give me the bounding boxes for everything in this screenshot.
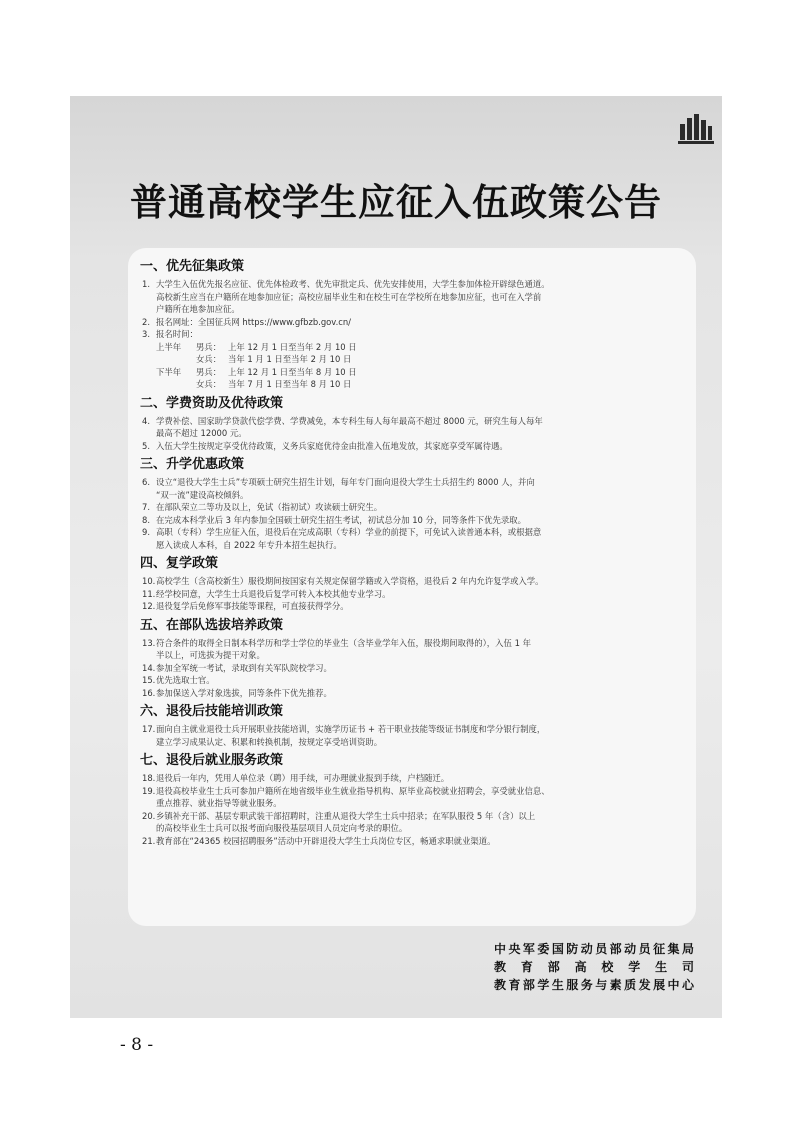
item-text-line: 报名网址：全国征兵网 https://www.gfbzb.gov.cn/ (156, 316, 351, 327)
policy-item (140, 415, 688, 440)
policy-item (140, 772, 688, 785)
policy-section (140, 703, 688, 748)
item-text-line: 退役高校毕业生士兵可参加户籍所在地省级毕业生就业指导机构、原毕业高校就业招聘会，享受就业信息、 (156, 785, 550, 796)
policy-item (140, 526, 688, 551)
policy-section (140, 617, 688, 700)
item-text-line: 教育部在“24365 校园招聘服务”活动中开辟退役大学生士兵岗位专区，畅通求职就业渠道。 (156, 835, 496, 846)
section-heading: 三、升学优惠政策 (140, 457, 245, 472)
policy-section (140, 752, 688, 847)
item-text-line: 建立学习成果认定、积累和转换机制，按规定享受培训资助。 (156, 736, 383, 747)
item-text-line: 重点推荐、就业指导等就业服务。 (156, 798, 282, 808)
item-text-line: 报名时间： (156, 329, 198, 339)
policy-poster (70, 96, 722, 1018)
registration-gender: 女兵： (196, 354, 222, 364)
item-number: 19. (142, 785, 156, 796)
item-text-line: 在部队荣立二等功及以上，免试（指初试）攻读硕士研究生。 (156, 502, 383, 512)
policy-item (140, 600, 688, 613)
item-text-line: 优先选取士官。 (156, 675, 215, 685)
item-number: 5. (142, 440, 150, 451)
policy-item (140, 662, 688, 675)
item-text-line: 半以上，可选拔为提干对象。 (156, 650, 265, 660)
policy-item (140, 328, 688, 341)
policy-item (140, 588, 688, 601)
policy-item (140, 687, 688, 700)
policy-item (140, 785, 688, 810)
registration-period-row (140, 366, 688, 379)
page-number: - 8 - (120, 1035, 154, 1055)
registration-gender: 女兵： (196, 379, 222, 389)
item-number: 14. (142, 662, 156, 673)
item-text-line: 入伍大学生按规定享受优待政策，义务兵家庭优待金由批准入伍地发放，其家庭享受军属待遇。 (156, 440, 508, 451)
poster-title: 普通高校学生应征入伍政策公告 (130, 181, 662, 224)
item-text-line: 设立“退役大学生士兵”专项硕士研究生招生计划，每年专门面向退役大学生士兵招生约 8000 人，并向 (156, 477, 535, 487)
issuer-name: 中央军委国防动员部动员征集局 (494, 942, 694, 956)
item-text-line: 面向自主就业退役士兵开展职业技能培训，实施学历证书 + 若干职业技能等级证书制度和学分银行制度， (156, 724, 546, 734)
policy-panel (128, 248, 696, 926)
policy-item (140, 316, 688, 329)
item-text-line: 高校学生（含高校新生）服役期间按国家有关规定保留学籍或入学资格，退役后 2 年内允许复学或入学。 (156, 576, 544, 586)
item-number: 13. (142, 637, 156, 648)
policy-section (140, 555, 688, 613)
item-text-line: 符合条件的取得全日制本科学历和学士学位的毕业生（含毕业学年入伍，服役期间取得的），入伍 1 年 (156, 637, 531, 648)
item-number: 16. (142, 687, 156, 698)
item-text-line: 最高不超过 12000 元。 (156, 428, 247, 438)
item-text-line: 退役后一年内，凭用人单位录（聘）用手续，可办理就业报到手续，户档随迁。 (156, 773, 450, 783)
registration-half: 下半年 (156, 366, 182, 377)
registration-range: 上年 12 月 1 日至当年 8 月 10 日 (228, 366, 357, 377)
item-text-line: 乡镇补充干部、基层专职武装干部招聘时，注重从退役大学生士兵中招录；在军队服役 5 年（含）以上 (156, 810, 536, 821)
registration-half: 上半年 (156, 341, 182, 352)
item-number: 4. (142, 415, 150, 426)
policy-item (140, 810, 688, 835)
policy-item (140, 835, 688, 848)
policy-sections (140, 258, 688, 851)
policy-item (140, 637, 688, 662)
section-heading: 二、学费资助及优待政策 (140, 395, 284, 411)
issuing-organizations (494, 940, 694, 994)
section-heading: 四、复学政策 (140, 556, 219, 571)
item-number: 1. (142, 279, 150, 289)
policy-item (140, 674, 688, 687)
policy-section (140, 395, 688, 453)
policy-item (140, 476, 688, 501)
policy-item (140, 575, 688, 588)
item-number: 9. (142, 527, 150, 537)
registration-range: 上年 12 月 1 日至当年 2 月 10 日 (228, 341, 357, 352)
registration-period-row (140, 341, 688, 354)
item-text-line: 退役复学后免修军事技能等课程，可直接获得学分。 (156, 601, 349, 611)
item-text-line: 大学生入伍优先报名应征、优先体检政考、优先审批定兵、优先安排使用，大学生参加体检开辟绿色通道。 (156, 279, 550, 289)
issuer-name: 教育部学生服务与素质发展中心 (494, 978, 694, 992)
item-number: 15. (142, 675, 156, 685)
policy-item (140, 278, 688, 316)
section-heading: 一、优先征集政策 (140, 259, 245, 274)
registration-range: 当年 7 月 1 日至当年 8 月 10 日 (228, 379, 352, 389)
issuer-name: 教育部高校学生司 (494, 960, 694, 974)
section-heading: 七、退役后就业服务政策 (140, 753, 284, 768)
item-text-line: 参加全军统一考试，录取到有关军队院校学习。 (156, 662, 332, 673)
item-number: 8. (142, 514, 150, 525)
item-number: 7. (142, 502, 150, 512)
item-text-line: 愿入读成人本科，自 2022 年专升本招生起执行。 (156, 539, 342, 550)
item-number: 20. (142, 810, 156, 821)
item-number: 10. (142, 576, 156, 586)
item-number: 17. (142, 724, 156, 734)
item-number: 11. (142, 588, 156, 599)
policy-item (140, 514, 688, 527)
policy-section (140, 258, 688, 391)
item-number: 2. (142, 316, 150, 327)
policy-item (140, 440, 688, 453)
section-heading: 五、在部队选拔培养政策 (140, 617, 284, 633)
item-number: 21. (142, 835, 156, 846)
policy-item (140, 723, 688, 748)
item-text-line: 户籍所在地参加应征。 (156, 304, 240, 314)
item-text-line: 参加保送入学对象选拔，同等条件下优先推荐。 (156, 687, 332, 698)
policy-item (140, 501, 688, 514)
item-text-line: 的高校毕业生士兵可以报考面向服役基层项目人员定向考录的职位。 (156, 823, 408, 833)
item-text-line: 高职（专科）学生应征入伍，退役后在完成高职（专科）学业的前提下，可免试入读普通本科，或根据意 (156, 527, 542, 537)
registration-period-row (140, 378, 688, 391)
section-heading: 六、退役后技能培训政策 (140, 704, 284, 719)
item-number: 3. (142, 329, 150, 339)
registration-gender: 男兵： (196, 341, 222, 352)
registration-gender: 男兵： (196, 366, 222, 377)
policy-section (140, 456, 688, 551)
item-text-line: “双一流”建设高校倾斜。 (156, 489, 249, 500)
item-text-line: 经学校同意，大学生士兵退役后复学可转入本校其他专业学习。 (156, 588, 391, 599)
registration-period-row (140, 353, 688, 366)
item-text-line: 高校新生应当在户籍所在地参加应征；高校应届毕业生和在校生可在学校所在地参加应征，也可在入学前 (156, 291, 542, 302)
registration-range: 当年 1 月 1 日至当年 2 月 10 日 (228, 354, 352, 364)
item-number: 18. (142, 773, 156, 783)
building-logo-icon (676, 110, 716, 146)
item-text-line: 学费补偿、国家助学贷款代偿学费、学费减免，本专科生每人每年最高不超过 8000 元，研究生每人每年 (156, 415, 543, 426)
item-number: 12. (142, 601, 156, 611)
item-number: 6. (142, 477, 150, 487)
item-text-line: 在完成本科学业后 3 年内参加全国硕士研究生招生考试，初试总分加 10 分，同等条件下优先录取。 (156, 514, 527, 525)
